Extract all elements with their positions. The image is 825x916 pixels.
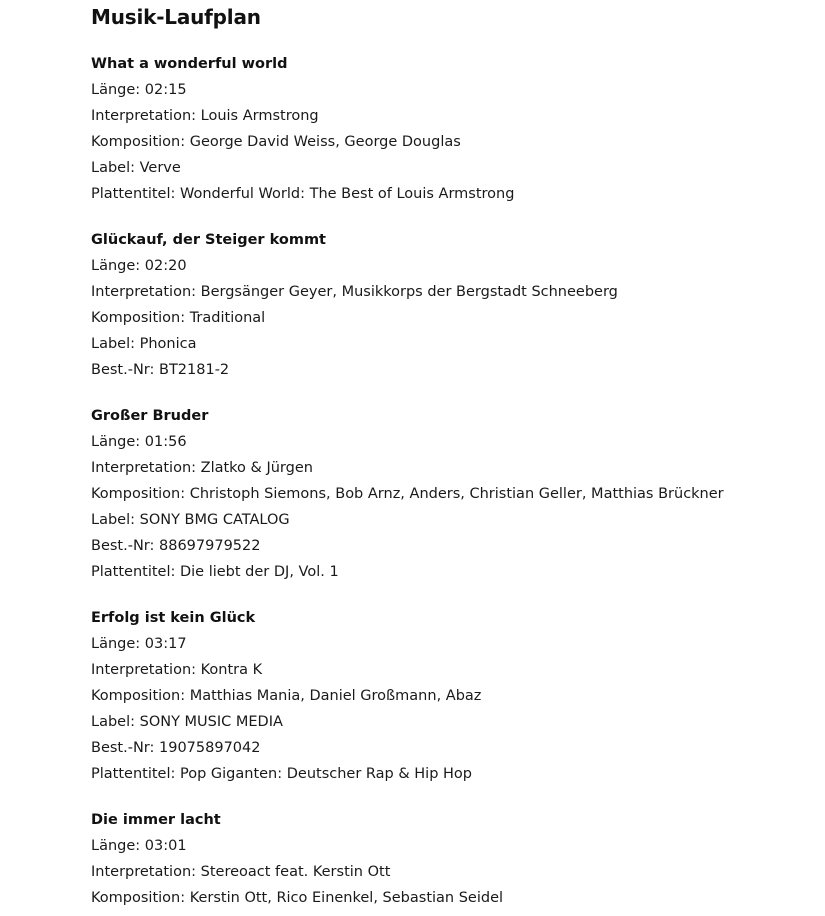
track-composition: Komposition: Christoph Siemons, Bob Arnz, Anders, Christian Geller, Matthias Brückner bbox=[91, 486, 724, 502]
track-4 bbox=[91, 605, 825, 787]
track-composition: Komposition: George David Weiss, George Douglas bbox=[91, 134, 461, 150]
track-album-title: Plattentitel: Die liebt der DJ, Vol. 1 bbox=[91, 564, 339, 580]
track-interpretation: Interpretation: Bergsänger Geyer, Musikkorps der Bergstadt Schneeberg bbox=[91, 284, 618, 300]
track-length: Länge: 02:15 bbox=[91, 82, 187, 98]
music-rundown bbox=[91, 0, 825, 911]
track-order-number: Best.-Nr: 19075897042 bbox=[91, 740, 261, 756]
track-3 bbox=[91, 403, 825, 585]
track-interpretation: Interpretation: Zlatko & Jürgen bbox=[91, 460, 313, 476]
track-title: Die immer lacht bbox=[91, 812, 221, 828]
track-composition: Komposition: Matthias Mania, Daniel Großmann, Abaz bbox=[91, 688, 482, 704]
track-2 bbox=[91, 227, 825, 383]
track-title: Großer Bruder bbox=[91, 408, 209, 424]
track-label: Label: SONY MUSIC MEDIA bbox=[91, 714, 283, 730]
track-composition: Komposition: Traditional bbox=[91, 310, 266, 326]
track-album-title: Plattentitel: Wonderful World: The Best of Louis Armstrong bbox=[91, 186, 515, 202]
track-label: Label: Verve bbox=[91, 160, 181, 176]
track-interpretation: Interpretation: Stereoact feat. Kerstin Ott bbox=[91, 864, 391, 880]
track-length: Länge: 03:17 bbox=[91, 636, 187, 652]
track-length: Länge: 03:01 bbox=[91, 838, 187, 854]
page-title: Musik-Laufplan bbox=[91, 5, 261, 29]
track-label: Label: Phonica bbox=[91, 336, 197, 352]
track-label: Label: SONY BMG CATALOG bbox=[91, 512, 290, 528]
track-title: Glückauf, der Steiger kommt bbox=[91, 232, 326, 248]
track-album-title: Plattentitel: Pop Giganten: Deutscher Rap & Hip Hop bbox=[91, 766, 472, 782]
track-interpretation: Interpretation: Louis Armstrong bbox=[91, 108, 319, 124]
track-1 bbox=[91, 51, 825, 207]
track-composition: Komposition: Kerstin Ott, Rico Einenkel, Sebastian Seidel bbox=[91, 890, 504, 906]
track-length: Länge: 01:56 bbox=[91, 434, 187, 450]
track-5 bbox=[91, 807, 825, 911]
track-order-number: Best.-Nr: 88697979522 bbox=[91, 538, 261, 554]
track-interpretation: Interpretation: Kontra K bbox=[91, 662, 263, 678]
track-order-number: Best.-Nr: BT2181-2 bbox=[91, 362, 230, 378]
track-title: What a wonderful world bbox=[91, 56, 288, 72]
track-title: Erfolg ist kein Glück bbox=[91, 610, 256, 626]
track-length: Länge: 02:20 bbox=[91, 258, 187, 274]
